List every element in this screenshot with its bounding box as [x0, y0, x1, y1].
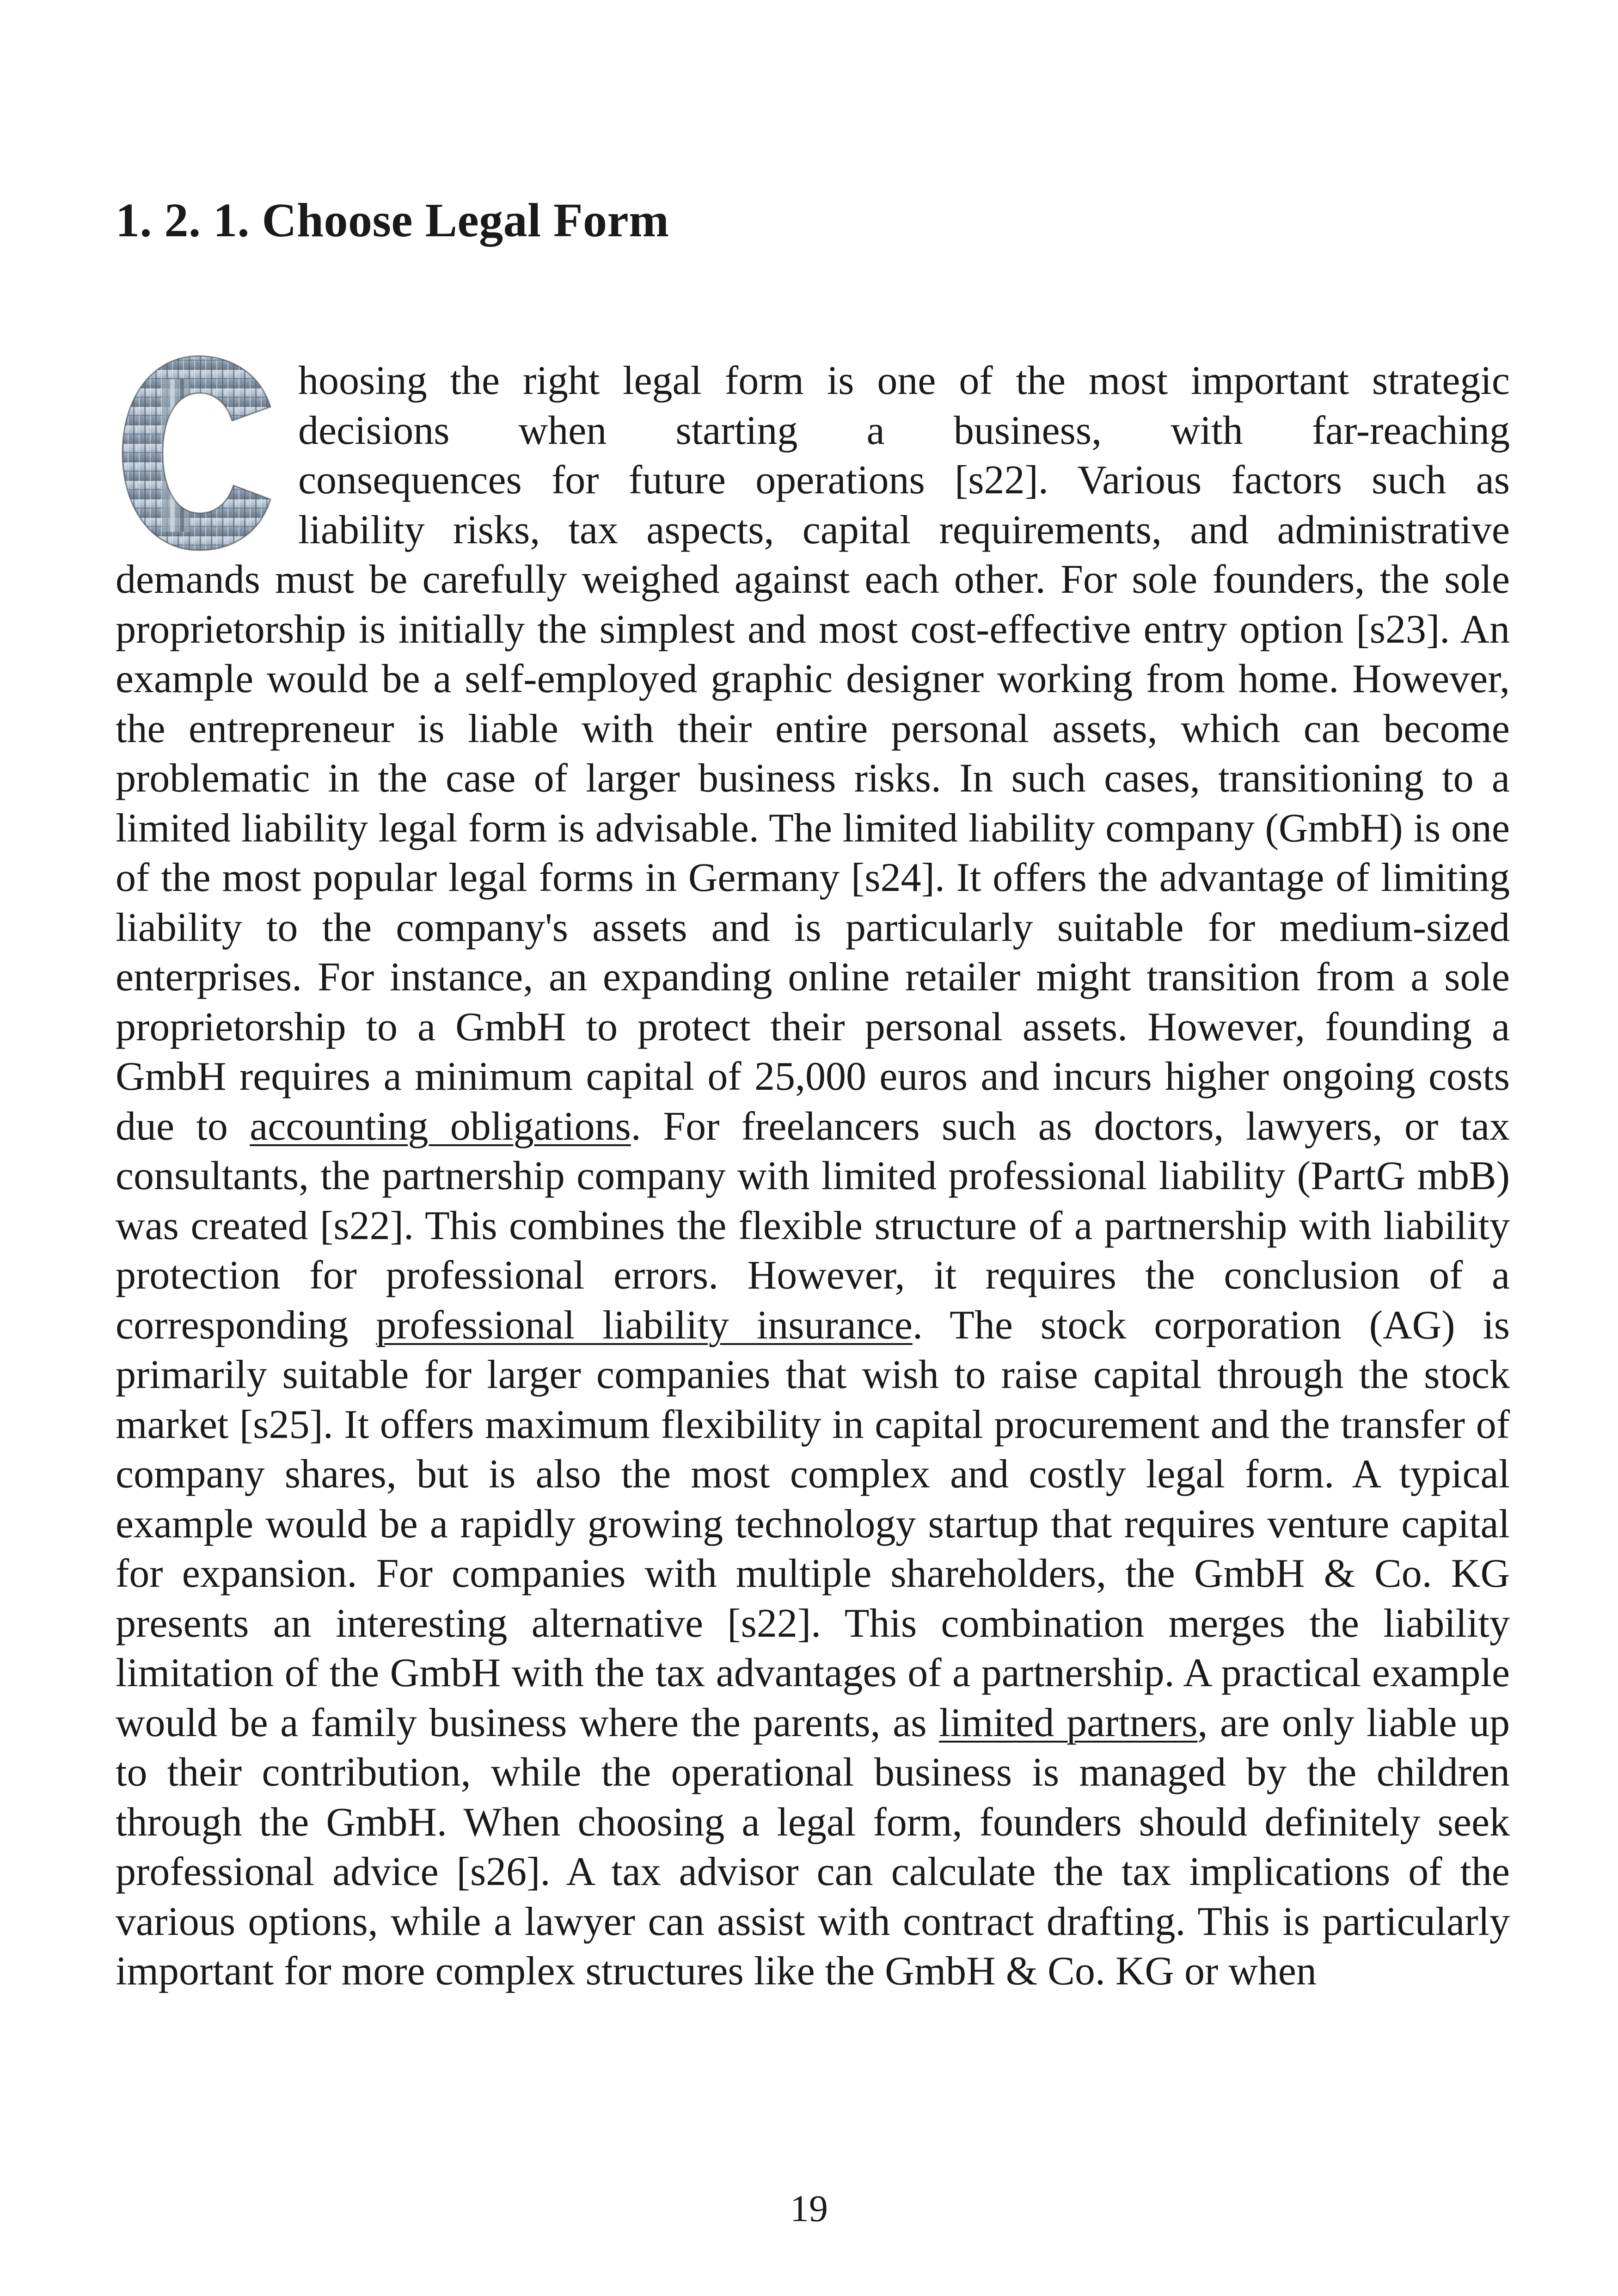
underlined-term-professional-liability-insurance: professional liability insurance	[376, 1302, 913, 1348]
body-text-part-3: . The stock corporation (AG) is primarily suitable for larger companies that wish to raise capital through the stock market [s25]. It offers maximum flexibility in capital procurement and the transfer of company shares, but is also the most complex and costly legal form. A typical example would be a rapidly growing technology startup that requires venture capital for expansion. For companies with multiple shareholders, the GmbH & Co. KG presents an interesting alternative [s22]. This combination merges the liability limitation of the GmbH with the tax advantages of a partnership. A practical example would be a family business where the parents, as	[116, 1302, 1510, 1745]
body-paragraph	[116, 356, 1510, 1996]
body-text-flow	[116, 555, 1510, 1996]
first-line-1: hoosing the right legal form is one of the most important strategic	[298, 358, 1510, 403]
body-text-part-1: demands must be carefully weighed against each other. For sole founders, the sole proprietorship is initially the simplest and most cost-effective entry option [s23]. An example would be a self-employed graphic designer working from home. However, the entrepreneur is liable with their entire personal assets, which can become problematic in the case of larger business risks. In such cases, transitioning to a limited liability legal form is advisable. The limited liability company (GmbH) is one of the most popular legal forms in Germany [s24]. It offers the advantage of limiting liability to the company's assets and is particularly suitable for medium-sized enterprises. For instance, an expanding online retailer might transition from a sole proprietorship to a GmbH to protect their personal assets. However, founding a GmbH requires a minimum capital of 25,000 euros and incurs higher ongoing costs due to	[116, 557, 1510, 1149]
page-number: 19	[790, 2187, 828, 2229]
section-heading: 1. 2. 1. Choose Legal Form	[116, 194, 669, 247]
first-line-3: consequences for future operations [s22]. Various factors such as	[298, 458, 1510, 503]
underlined-term-accounting-obligations: accounting obligations	[250, 1104, 631, 1149]
body-text-part-4: , are only liable up to their contribution, while the operational business is managed by the children through the GmbH. When choosing a legal form, founders should definitely seek professional advice [s26]. A tax advisor can calculate the tax implications of the various options, while a lawyer can assist with contract drafting. This is particularly important for more complex structures like the GmbH & Co. KG or when	[116, 1700, 1510, 1994]
first-line-2: decisions when starting a business, with far-reaching	[298, 408, 1510, 453]
first-line-4: liability risks, tax aspects, capital requirements, and administrative	[298, 507, 1510, 553]
body-text-part-2: . For freelancers such as doctors, lawyers, or tax consultants, the partnership company with limited professional liability (PartG mbB) was created [s22]. This combines the flexible structure of a partnership with liability protection for professional errors. However, it requires the conclusion of a corresponding	[116, 1104, 1510, 1348]
underlined-term-limited-partners: limited partners	[939, 1700, 1198, 1745]
